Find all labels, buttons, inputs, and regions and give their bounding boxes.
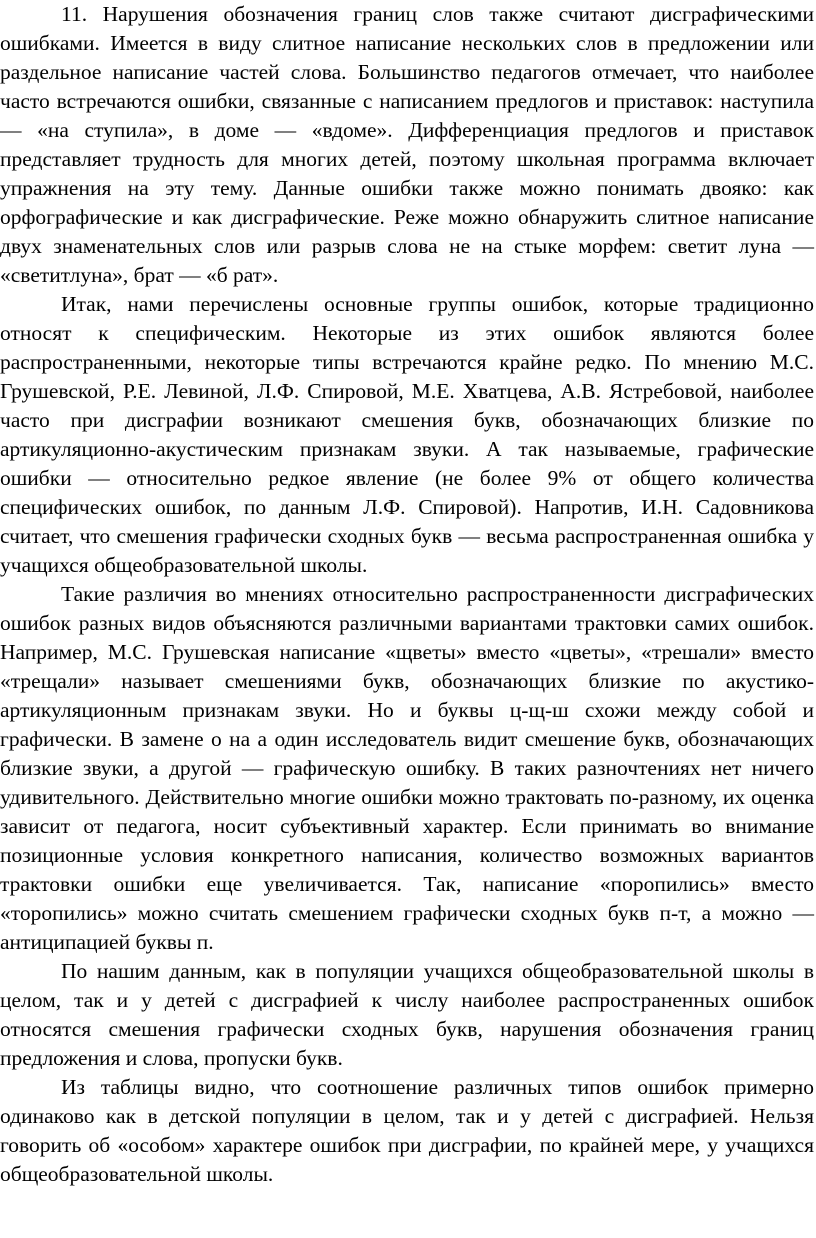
paragraph-error-groups: Итак, нами перечислены основные группы ошибок, которые традиционно относят к специфическим. Некоторые из этих ошибок являются более распространенными, некоторые типы встречаются крайне редко. По мнению М.С. Грушевской, Р.Е. Левиной, Л.Ф. Спировой, М.Е. Хватцева, А.В. Ястребовой, наиболее часто при дисграфии возникают смешения букв, обозначающих близкие по артикуляционно-акустическим признакам звуки. А так называемые, графические ошибки — относительно редкое явление (не более 9% от общего количества специфических ошибок, по данным Л.Ф. Спировой). Напротив, И.Н. Садовникова считает, что смешения графически сходных букв — весьма распространенная ошибка у учащихся общеобразовательной школы. — [0, 292, 814, 577]
paragraph-our-data: По нашим данным, как в популяции учащихся общеобразовательной школы в целом, так и у детей с дисграфией к числу наиболее распространенных ошибок относятся смешения графически сходных букв, нарушения обозначения границ предложения и слова, пропуски букв. — [0, 959, 814, 1070]
paragraph-opinion-differences: Такие различия во мнениях относительно распространенности дисграфических ошибок разных видов объясняются различными вариантами трактовки самих ошибок. Например, М.С. Грушевская написание «щветы» вместо «цветы», «трешали» вместо «трещали» называет смешениями букв, обозначающих близкие по акустико-артикуляционным признакам звуки. Но и буквы ц-щ-ш схожи между собой и графически. В замене о на а один исследователь видит смешение букв, обозначающих близкие звуки, а другой — графическую ошибку. В таких разночтениях нет ничего удивительного. Действительно многие ошибки можно трактовать по-разному, их оценка зависит от педагога, носит субъективный характер. Если принимать во внимание позиционные условия конкретного написания, количество возможных вариантов трактовки ошибки еще увеличивается. Так, написание «поропились» вместо «торопились» можно считать смешением графически сходных букв п-т, а можно — антиципацией буквы п. — [0, 582, 814, 954]
paragraph-word-boundaries: 11. Нарушения обозначения границ слов также считают дисграфическими ошибками. Имеется в виду слитное написание нескольких слов в предложении или раздельное написание частей слова. Большинство педагогов отмечает, что наиболее часто встречаются ошибки, связанные с написанием предлогов и приставок: наступила — «на ступила», в доме — «вдоме». Дифференциация предлогов и приставок представляет трудность для многих детей, поэтому школьная программа включает упражнения на эту тему. Данные ошибки также можно понимать двояко: как орфографические и как дисграфические. Реже можно обнаружить слитное написание двух знаменательных слов или разрыв слова не на стыке морфем: светит луна — «светитлуна», брат — «б рат». — [0, 2, 814, 287]
paragraph-table-conclusion: Из таблицы видно, что соотношение различных типов ошибок примерно одинаково как в детской популяции в целом, так и у детей с дисграфией. Нельзя говорить об «особом» характере ошибок при дисграфии, по крайней мере, у учащихся общеобразовательной школы. — [0, 1075, 814, 1186]
